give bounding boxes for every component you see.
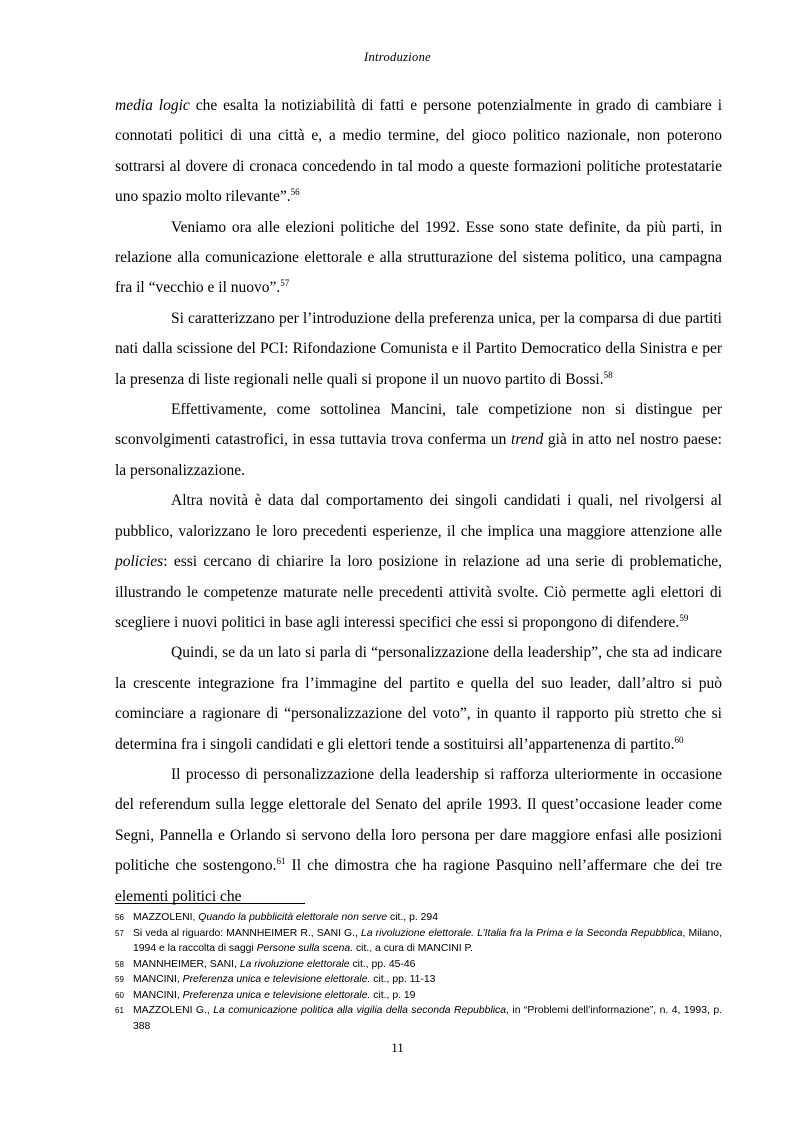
footnote-text — [133, 972, 722, 988]
footnote-reference: 56 — [290, 187, 300, 198]
footnote-number: 59 — [115, 975, 124, 984]
footnote — [115, 957, 722, 973]
footnote-text — [133, 957, 722, 973]
italic-text: trend — [511, 431, 544, 449]
paragraph — [115, 395, 722, 486]
footnote-number: 57 — [115, 928, 124, 938]
paragraph — [115, 213, 722, 304]
text-run: Altra novità è data dal comportamento dei singoli candidati i quali, nel rivolgersi al pubblico, valorizzano le loro precedenti esperienze, il che implica una maggiore attenzione alle — [115, 492, 722, 540]
text-run: MANCINI, — [133, 974, 183, 985]
footnote — [115, 926, 722, 957]
text-run: , Milano, 1994 e la raccolta di saggi — [133, 927, 722, 954]
text-run: : essi cercano di chiarire la loro posizione in relazione ad una serie di problematiche, illustrando le competenze maturate nelle precedenti attività svolte. Ciò permette agli elettori di scegliere i nuovi politici in base agli interessi specifici che essi si propongono di difendere. — [115, 553, 722, 631]
text-run: MANNHEIMER, SANI, — [133, 958, 240, 970]
italic-text: La comunicazione politica alla vigilia della seconda Repubblica — [213, 1005, 507, 1016]
text-run: , in “Problemi dell’informazione”, n. 4, 1993, p. 388 — [133, 1005, 722, 1032]
body-text — [115, 91, 722, 912]
text-run: cit., a cura di MANCINI P. — [353, 943, 474, 954]
footnote-number: 61 — [115, 1006, 124, 1015]
italic-text: Preferenza unica e televisione elettorale. — [182, 974, 371, 985]
text-run: cit., p. 294 — [387, 912, 438, 923]
running-header: Introduzione — [363, 50, 432, 64]
page-number: 11 — [391, 1040, 404, 1055]
italic-text: Persone sulla scena. — [256, 943, 354, 954]
footnote — [115, 972, 722, 988]
text-run: MANCINI, — [133, 989, 183, 1001]
paragraph — [115, 638, 722, 760]
footnote — [115, 1003, 722, 1034]
text-run: Il che dimostra che ha ragione Pasquino nell’affermare che dei tre elementi politici che — [115, 857, 722, 905]
footnote-reference: 57 — [280, 278, 290, 289]
footnote — [115, 988, 722, 1004]
footnote-text — [133, 988, 722, 1004]
footnote-number: 56 — [115, 913, 124, 922]
italic-text: Preferenza unica e televisione elettorale. — [182, 989, 371, 1001]
text-run: Quindi, se da un lato si parla di “personalizzazione della leadership”, che sta ad indicare la crescente integrazione fra l’immagine del partito e quella del suo leader, dall’altro si può cominciare a ragionare di “personalizzazione del voto”, in quanto il rapporto più stretto che si determina fra i singoli candidati e gli elettori tende a sostituirsi all’appartenenza di partito. — [115, 644, 722, 753]
paragraph — [115, 304, 722, 395]
text-run: Si veda al riguardo: MANNHEIMER R., SANI G., — [133, 927, 362, 939]
italic-text: Quando la pubblicità elettorale non serve — [198, 912, 388, 923]
text-run: cit., pp. 45-46 — [349, 958, 416, 970]
text-run: Si caratterizzano per l’introduzione della preferenza unica, per la comparsa di due partiti nati dalla scissione del PCI: Rifondazione Comunista e il Partito Democratico della Sinistra e per la presenza di liste regionali nelle quali si propone il un nuovo partito di Bossi. — [115, 309, 722, 388]
text-run: cit., pp. 11-13 — [370, 974, 436, 985]
footnote-text — [133, 926, 722, 957]
footnote-reference: 61 — [276, 856, 286, 867]
text-run: già in atto nel nostro paese: la personalizzazione. — [115, 431, 722, 479]
italic-text: media logic — [115, 97, 190, 114]
footnote-reference: 60 — [674, 734, 684, 745]
paragraph — [115, 760, 722, 912]
text-run: MAZZOLENI, — [133, 912, 199, 923]
footnotes — [115, 910, 722, 1034]
italic-text: La rivoluzione elettorale. L’Italia fra la Prima e la Seconda Repubblica — [361, 927, 683, 939]
footnote-number: 58 — [115, 959, 124, 969]
footnote-text — [133, 1003, 722, 1034]
paragraph — [115, 486, 722, 638]
paragraph — [115, 91, 722, 213]
text-run: Il processo di personalizzazione della leadership si rafforza ulteriormente in occasione del referendum sulla legge elettorale del Senato del aprile 1993. Il quest’occasione leader come Segni, Pannella e Orlando si servono della loro persona per dare maggiore enfasi alle posizioni politiche che sostengono. — [115, 765, 722, 875]
text-run: cit., p. 19 — [370, 989, 416, 1001]
footnote — [115, 910, 722, 926]
italic-text: policies — [115, 553, 164, 571]
footnote-reference: 59 — [679, 612, 689, 623]
footnote-reference: 58 — [603, 369, 613, 380]
text-run: Veniamo ora alle elezioni politiche del 1992. Esse sono state definite, da più parti, in relazione alla comunicazione elettorale e alla strutturazione del sistema politico, una campagna fra il “vecchio e il nuovo”. — [115, 218, 722, 297]
footnote-text — [133, 910, 722, 926]
text-run: MAZZOLENI G., — [133, 1005, 214, 1016]
italic-text: La rivoluzione elettorale — [239, 958, 350, 970]
footnote-separator — [115, 903, 305, 904]
text-run: Effettivamente, come sottolinea Mancini, tale competizione non si distingue per sconvolgimenti catastrofici, in essa tuttavia trova conferma un — [115, 401, 722, 449]
text-run: che esalta la notiziabilità di fatti e persone potenzialmente in grado di cambiare i connotati politici di una città e, a medio termine, del gioco politico nazionale, non poterono sottrarsi al dovere di cronaca concedendo in tal modo a queste formazioni politiche protestatarie uno spazio molto rilevante”. — [115, 97, 722, 206]
footnote-number: 60 — [115, 990, 124, 1000]
